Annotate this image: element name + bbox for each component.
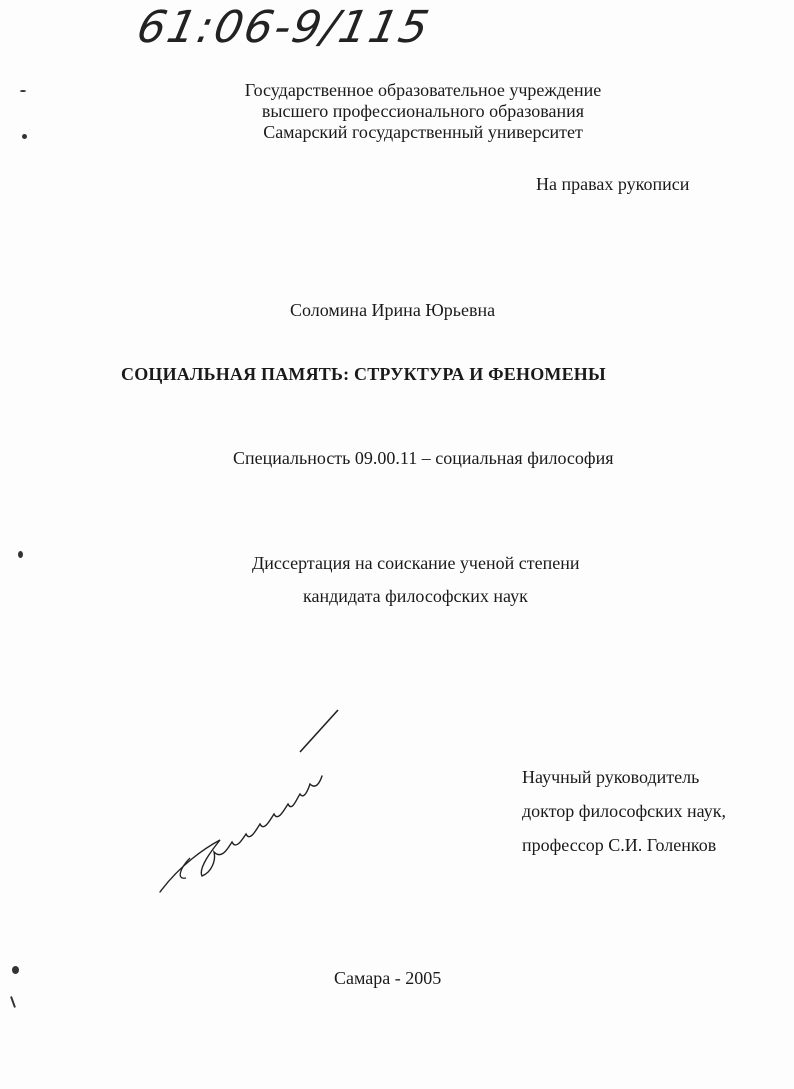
institution-line-3: Самарский государственный университет (263, 122, 583, 142)
scan-speck (18, 551, 23, 558)
advisor-block (522, 760, 726, 862)
institution-line-1: Государственное образовательное учреждение (244, 80, 602, 100)
advisor-line-1: Научный руководитель (522, 767, 700, 787)
degree-line-1: Диссертация на соискание ученой степени (252, 553, 580, 573)
scan-speck (20, 90, 26, 92)
scan-speck (12, 966, 19, 974)
rights-note: На правах рукописи (536, 174, 690, 194)
institution-block (0, 80, 794, 143)
handwritten-signature (150, 700, 360, 900)
handwritten-catalog-code: 61:06-9/115 (132, 2, 435, 53)
scan-speck (10, 996, 16, 1008)
institution-line-2: высшего профессионального образования (261, 101, 585, 121)
dissertation-title: СОЦИАЛЬНАЯ ПАМЯТЬ: СТРУКТУРА И ФЕНОМЕНЫ (121, 364, 606, 384)
specialty-line: Специальность 09.00.11 – социальная философия (233, 448, 614, 468)
author-name: Соломина Ирина Юрьевна (290, 300, 496, 320)
city-year: Самара - 2005 (334, 968, 442, 988)
scan-speck (22, 134, 27, 139)
degree-line-2: кандидата философских наук (303, 586, 528, 606)
advisor-line-3: профессор С.И. Голенков (522, 835, 717, 855)
advisor-line-2: доктор философских наук, (522, 801, 726, 821)
